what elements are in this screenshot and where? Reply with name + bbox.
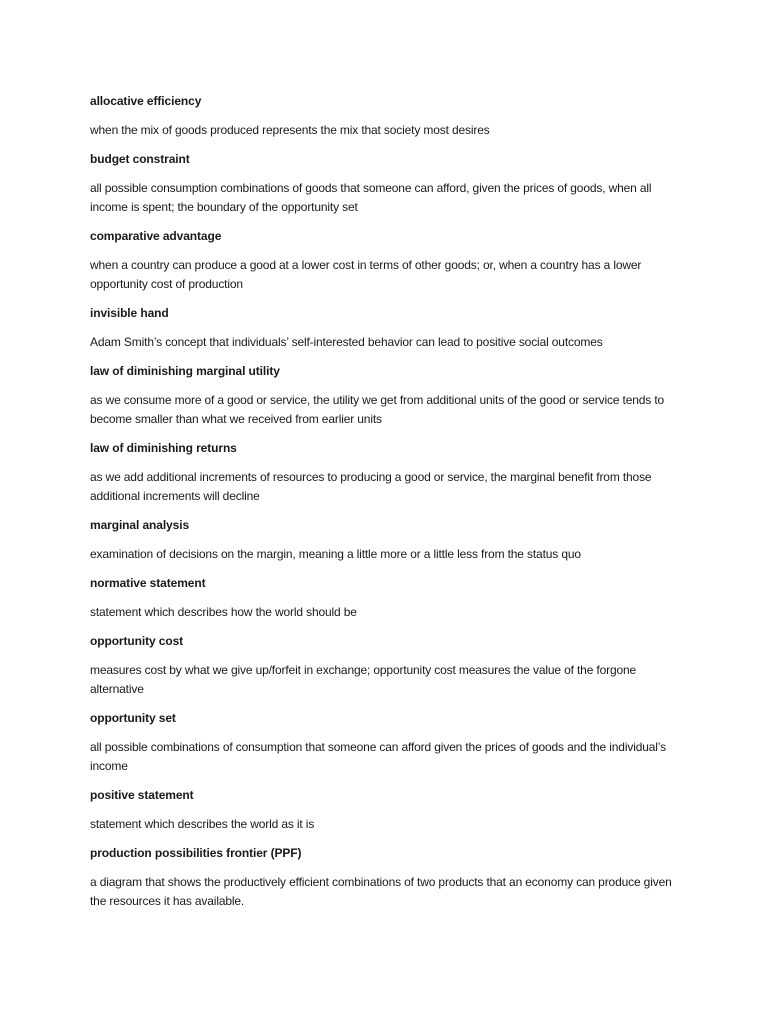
glossary-definition: statement which describes the world as it is <box>90 817 315 831</box>
glossary-term: budget constraint <box>90 152 190 166</box>
glossary-definition: examination of decisions on the margin, meaning a little more or a little less from the status quo <box>90 547 581 561</box>
glossary-definition: Adam Smith’s concept that individuals’ self-interested behavior can lead to positive social outcomes <box>90 335 603 349</box>
glossary-entry <box>90 574 682 622</box>
glossary-definition: a diagram that shows the productively efficient combinations of two products that an economy can produce given the resources it has available. <box>90 875 672 908</box>
glossary-term: allocative efficiency <box>90 94 202 108</box>
glossary-definition: as we consume more of a good or service, the utility we get from additional units of the good or service tends to become smaller than what we received from earlier units <box>90 393 665 426</box>
glossary-entry <box>90 92 682 140</box>
glossary-term: comparative advantage <box>90 229 222 243</box>
glossary-page <box>90 92 682 921</box>
glossary-definition: as we add additional increments of resources to producing a good or service, the marginal benefit from those additional increments will decline <box>90 470 652 503</box>
glossary-definition: all possible consumption combinations of goods that someone can afford, given the prices of goods, when all income is spent; the boundary of the opportunity set <box>90 181 652 214</box>
glossary-entry <box>90 304 682 352</box>
glossary-entry <box>90 632 682 699</box>
glossary-term: opportunity set <box>90 711 176 725</box>
glossary-term: positive statement <box>90 788 194 802</box>
glossary-definition: all possible combinations of consumption that someone can afford given the prices of goods and the individual’s income <box>90 740 666 773</box>
glossary-entry <box>90 227 682 294</box>
glossary-term: opportunity cost <box>90 634 184 648</box>
glossary-term: production possibilities frontier (PPF) <box>90 846 302 860</box>
glossary-entry <box>90 516 682 564</box>
glossary-term: invisible hand <box>90 306 169 320</box>
glossary-term: marginal analysis <box>90 518 190 532</box>
glossary-definition: when the mix of goods produced represents the mix that society most desires <box>90 123 490 137</box>
glossary-definition: statement which describes how the world should be <box>90 605 357 619</box>
glossary-entry <box>90 362 682 429</box>
glossary-entry <box>90 150 682 217</box>
glossary-term: normative statement <box>90 576 206 590</box>
glossary-term: law of diminishing marginal utility <box>90 364 280 378</box>
glossary-entry <box>90 439 682 506</box>
glossary-entry <box>90 786 682 834</box>
glossary-definition: measures cost by what we give up/forfeit in exchange; opportunity cost measures the value of the forgone alternative <box>90 663 637 696</box>
glossary-definition: when a country can produce a good at a lower cost in terms of other goods; or, when a country has a lower opportunity cost of production <box>90 258 642 291</box>
glossary-term: law of diminishing returns <box>90 441 237 455</box>
glossary-entry <box>90 709 682 776</box>
glossary-entry <box>90 844 682 911</box>
